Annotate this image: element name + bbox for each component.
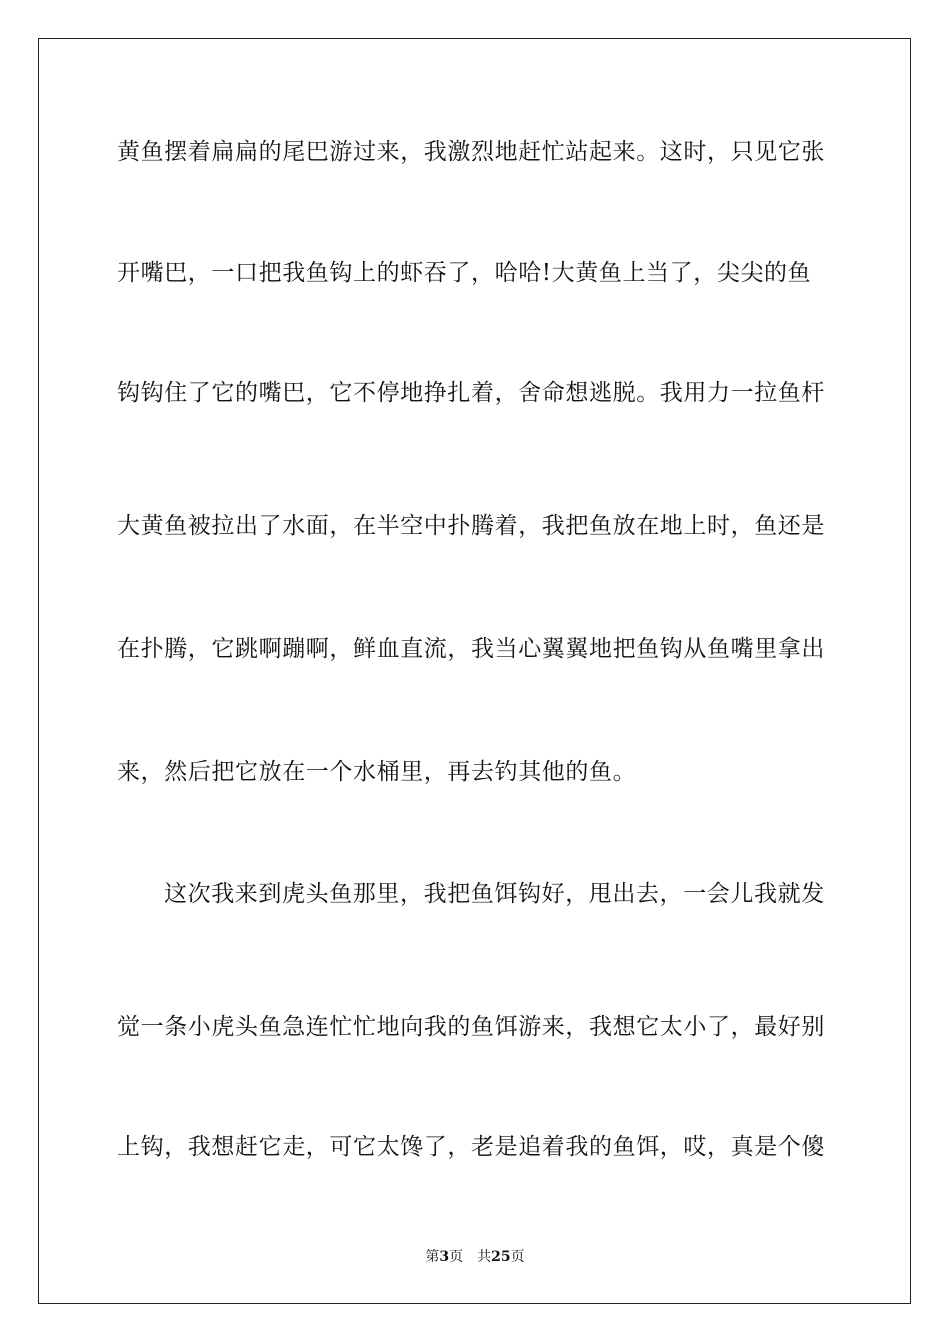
footer-total-prefix: 共 <box>477 1249 492 1265</box>
footer-total-pages: 25 <box>491 1249 511 1265</box>
body-text-line: 在扑腾，它跳啊蹦啊，鲜血直流，我当心翼翼地把鱼钩从鱼嘴里拿出 <box>117 636 825 662</box>
footer-total-suffix: 页 <box>510 1249 525 1265</box>
footer-current-page: 3 <box>439 1249 450 1265</box>
body-text-line: 上钩，我想赶它走，可它太馋了，老是追着我的鱼饵，哎，真是个傻 <box>117 1134 825 1160</box>
footer-page-prefix: 第 <box>425 1249 440 1265</box>
page-number-footer <box>0 1248 950 1266</box>
body-text-line: 开嘴巴，一口把我鱼钩上的虾吞了，哈哈!大黄鱼上当了，尖尖的鱼 <box>117 260 812 286</box>
paragraph-first-line: 这次我来到虎头鱼那里，我把鱼饵钩好，甩出去，一会儿我就发 <box>164 881 825 907</box>
page-border <box>38 38 911 1304</box>
body-text-line: 来，然后把它放在一个水桶里，再去钓其他的鱼。 <box>117 759 637 785</box>
footer-page-suffix: 页 <box>449 1249 464 1265</box>
body-text-line: 钩钩住了它的嘴巴，它不停地挣扎着，舍命想逃脱。我用力一拉鱼杆 <box>117 380 825 406</box>
body-text-line: 黄鱼摆着扁扁的尾巴游过来，我激烈地赶忙站起来。这时，只见它张 <box>117 139 825 165</box>
body-text-line: 觉一条小虎头鱼急连忙忙地向我的鱼饵游来，我想它太小了，最好别 <box>117 1014 825 1040</box>
body-text-line: 大黄鱼被拉出了水面，在半空中扑腾着，我把鱼放在地上时，鱼还是 <box>117 513 825 539</box>
